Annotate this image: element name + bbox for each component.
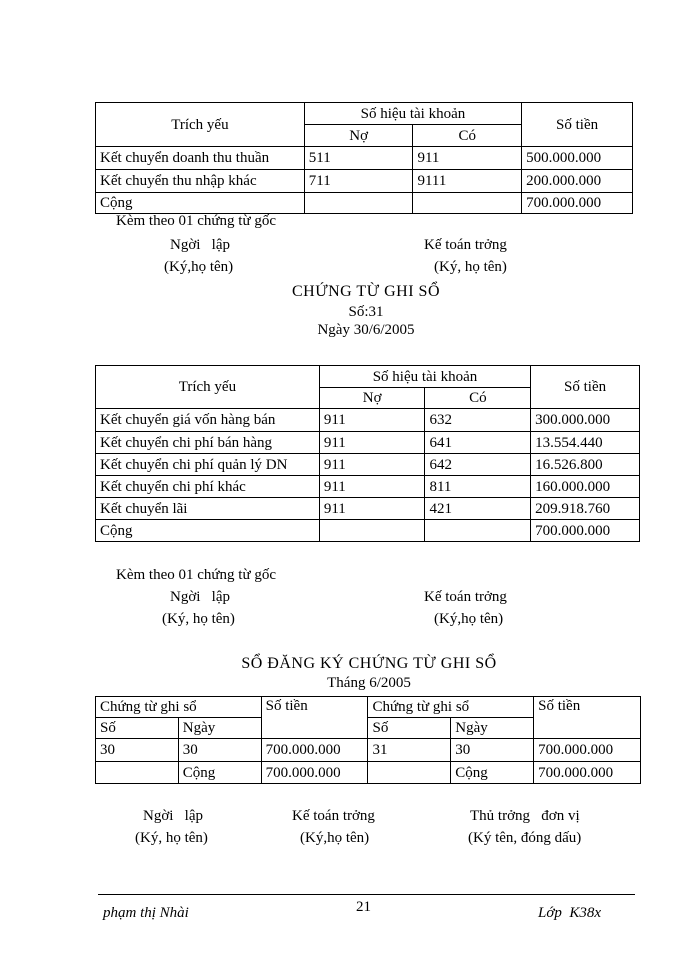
row-desc: Cộng: [96, 520, 320, 542]
header-so-hieu: Số hiệu tài khoản: [319, 366, 530, 388]
table-row: [96, 170, 633, 193]
row-amount: 700.000.000: [522, 193, 633, 214]
header-so-tien-2: Số tiền: [534, 697, 641, 739]
row-no: 911: [319, 409, 425, 432]
row-amount: 700.000.000: [531, 520, 640, 542]
header-so-hieu: Số hiệu tài khoản: [304, 103, 521, 125]
table-row: [96, 498, 640, 520]
cell-so-2: [368, 762, 451, 784]
row-amount: 209.918.760: [531, 498, 640, 520]
row-no: [319, 520, 425, 542]
row-no: 911: [319, 476, 425, 498]
row-co: [425, 520, 531, 542]
signature-accountant-title-3: Kế toán trởng: [292, 808, 375, 824]
row-desc: Kết chuyển giá vốn hàng bán: [96, 409, 320, 432]
row-no: 511: [304, 147, 413, 170]
signature-creator-sub-1: (Ký,họ tên): [164, 259, 234, 275]
ledger-table-2: [95, 365, 640, 542]
table-row: [96, 409, 640, 432]
attach-note-1: Kèm theo 01 chứng từ gốc: [116, 213, 276, 229]
cell-ngay-2: Cộng: [451, 762, 534, 784]
row-amount: 200.000.000: [522, 170, 633, 193]
signature-director-title: Thủ trởng đơn vị: [470, 808, 580, 824]
voucher-date: Ngày 30/6/2005: [317, 322, 415, 338]
row-co: 642: [425, 454, 531, 476]
voucher-number: Số:31: [348, 304, 384, 320]
header-ngay-1: Ngày: [178, 718, 261, 739]
register-table: [95, 696, 641, 784]
footer-author: phạm thị Nhài: [103, 905, 189, 921]
footer-class: Lớp K38x: [538, 905, 602, 921]
signature-creator-title-1: Ngời lập: [170, 237, 231, 253]
header-no: Nợ: [319, 388, 425, 409]
header-trich-yeu: Trích yếu: [96, 103, 305, 147]
header-ctgs-2: Chứng từ ghi sổ: [368, 697, 534, 718]
row-amount: 13.554.440: [531, 432, 640, 454]
cell-tien-1: 700.000.000: [261, 739, 368, 762]
row-desc: Kết chuyển chi phí quản lý DN: [96, 454, 320, 476]
row-desc: Kết chuyển chi phí bán hàng: [96, 432, 320, 454]
row-amount: 16.526.800: [531, 454, 640, 476]
row-desc: Kết chuyển lãi: [96, 498, 320, 520]
cell-so-1: [96, 762, 179, 784]
signature-accountant-sub-3: (Ký,họ tên): [300, 830, 370, 846]
header-co: Có: [425, 388, 531, 409]
header-so-tien: Số tiền: [531, 366, 640, 409]
row-co: 9111: [413, 170, 522, 193]
row-amount: 300.000.000: [531, 409, 640, 432]
table-row: [96, 739, 641, 762]
row-no: 911: [319, 432, 425, 454]
row-no: 911: [319, 498, 425, 520]
row-co: 641: [425, 432, 531, 454]
header-ngay-2: Ngày: [451, 718, 534, 739]
signature-accountant-title-2: Kế toán trởng: [424, 589, 507, 605]
header-trich-yeu: Trích yếu: [96, 366, 320, 409]
cell-tien-1: 700.000.000: [261, 762, 368, 784]
header-so-tien: Số tiền: [522, 103, 633, 147]
voucher-title: CHỨNG TỪ GHI SỔ: [291, 283, 441, 300]
row-co: 911: [413, 147, 522, 170]
signature-director-sub: (Ký tên, đóng dấu): [468, 830, 582, 846]
table-row-total: [96, 193, 633, 214]
header-so-tien-1: Số tiền: [261, 697, 368, 739]
table-row: [96, 476, 640, 498]
table-row-total: [96, 520, 640, 542]
signature-accountant-sub-1: (Ký, họ tên): [434, 259, 507, 275]
row-co: [413, 193, 522, 214]
cell-so-2: 31: [368, 739, 451, 762]
footer-divider: [98, 894, 635, 895]
row-desc: Kết chuyển thu nhập khác: [96, 170, 305, 193]
ledger-table-1: [95, 102, 633, 214]
row-amount: 500.000.000: [522, 147, 633, 170]
cell-tien-2: 700.000.000: [534, 739, 641, 762]
table-row: [96, 147, 633, 170]
row-desc: Kết chuyển doanh thu thuần: [96, 147, 305, 170]
row-co: 421: [425, 498, 531, 520]
register-title: SỔ ĐĂNG KÝ CHỨNG TỪ GHI SỔ: [241, 655, 497, 672]
row-no: 711: [304, 170, 413, 193]
row-desc: Kết chuyển chi phí khác: [96, 476, 320, 498]
table-row: [96, 432, 640, 454]
attach-note-2: Kèm theo 01 chứng từ gốc: [116, 567, 276, 583]
row-co: 811: [425, 476, 531, 498]
header-so-1: Số: [96, 718, 179, 739]
row-amount: 160.000.000: [531, 476, 640, 498]
cell-ngay-2: 30: [451, 739, 534, 762]
cell-ngay-1: Cộng: [178, 762, 261, 784]
header-ctgs-1: Chứng từ ghi sổ: [96, 697, 262, 718]
table-row-total: [96, 762, 641, 784]
register-month: Tháng 6/2005: [327, 675, 411, 691]
signature-accountant-sub-2: (Ký,họ tên): [434, 611, 504, 627]
cell-so-1: 30: [96, 739, 179, 762]
row-desc: Cộng: [96, 193, 305, 214]
table-row: [96, 454, 640, 476]
signature-accountant-title-1: Kế toán trởng: [424, 237, 507, 253]
signature-creator-sub-2: (Ký, họ tên): [162, 611, 235, 627]
header-no: Nợ: [304, 125, 413, 147]
row-co: 632: [425, 409, 531, 432]
header-co: Có: [413, 125, 522, 147]
signature-creator-sub-3: (Ký, họ tên): [135, 830, 208, 846]
signature-creator-title-2: Ngời lập: [170, 589, 231, 605]
signature-creator-title-3: Ngời lập: [143, 808, 204, 824]
cell-tien-2: 700.000.000: [534, 762, 641, 784]
cell-ngay-1: 30: [178, 739, 261, 762]
header-so-2: Số: [368, 718, 451, 739]
row-no: 911: [319, 454, 425, 476]
row-no: [304, 193, 413, 214]
page-number: 21: [356, 899, 371, 915]
